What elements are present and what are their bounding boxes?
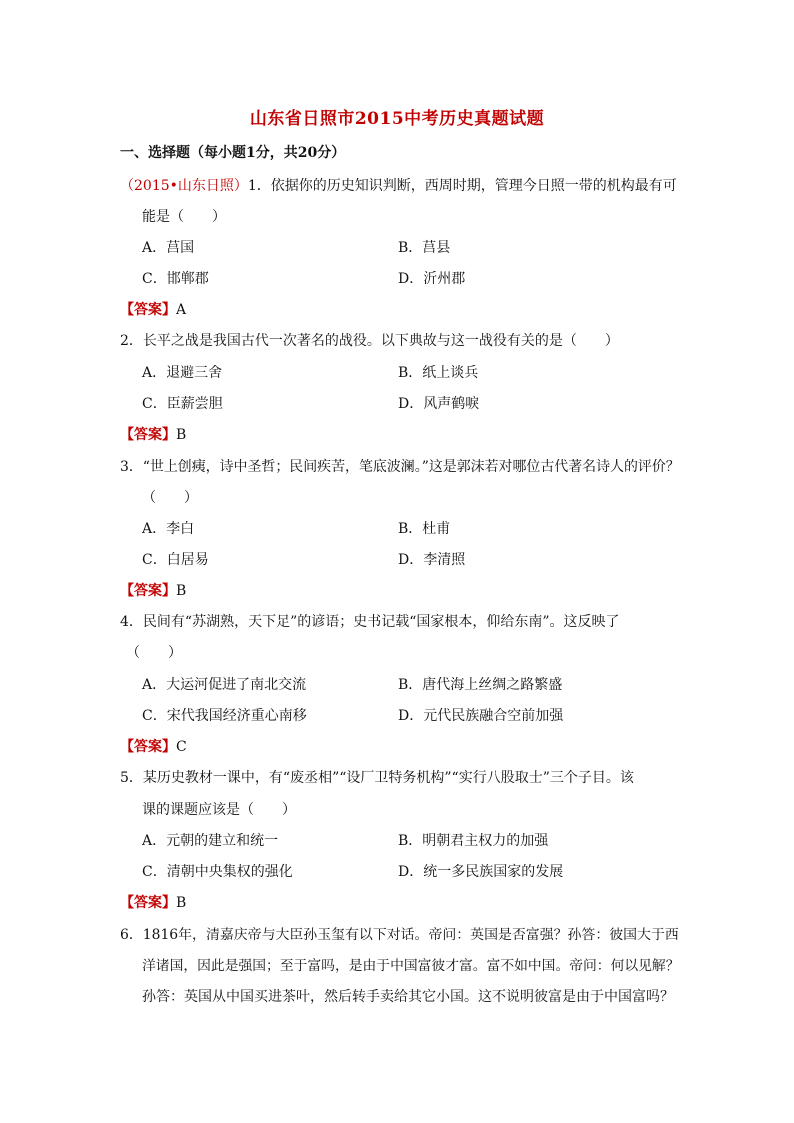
answer-label: 【答案】 [120,895,176,911]
q1-option-c: C．邯郸郡 [142,271,209,287]
answer-value: B [176,427,187,443]
q4-option-a: A．大运河促进了南北交流 [142,677,307,693]
q5-option-b: B．明朝君主权力的加强 [398,833,549,849]
q4-option-d: D．元代民族融合空前加强 [398,708,564,724]
answer-label: 【答案】 [120,739,176,755]
question-6-line-2: 洋诸国，因此是强国；至于富吗，是由于中国富彼才富。富不如中国。帝问：何以见解？ [142,958,680,974]
answer-value: B [176,895,187,911]
question-1 [120,176,677,196]
q2-option-d: D．风声鹤唳 [398,396,480,412]
q1-option-a: A．莒国 [142,240,195,256]
answer-label: 【答案】 [120,583,176,599]
q5-option-d: D．统一多民族国家的发展 [398,864,564,880]
answer-label: 【答案】 [120,302,176,318]
q1-option-d: D．沂州郡 [398,271,466,287]
q2-option-a: A．退避三舍 [142,365,223,381]
answer-label: 【答案】 [120,427,176,443]
question-6-line-3: 孙答：英国从中国买进茶叶，然后转手卖给其它小国。这不说明彼富是由于中国富吗？ [142,989,674,1005]
q2-answer [120,425,186,445]
q5-option-c: C．清朝中央集权的强化 [142,864,293,880]
answer-value: A [176,302,187,318]
question-1-text: 1．依据你的历史知识判断，西周时期，管理今日照一带的机构最有可 [247,178,677,194]
q3-answer [120,581,186,601]
q4-option-c: C．宋代我国经济重心南移 [142,708,307,724]
q4-answer [120,737,187,757]
question-5-text: 5．某历史教材一课中，有“废丞相”“设厂卫特务机构”“实行八股取士”三个子目。该 [120,770,634,786]
question-3-text: 3．“世上创痍，诗中圣哲；民间疾苦，笔底波澜。”这是郭沫若对哪位古代著名诗人的评价？ [120,459,680,475]
answer-value: B [176,583,187,599]
q3-option-c: C．白居易 [142,552,209,568]
question-3-continuation: （ ） [142,490,198,506]
q2-option-c: C．臣薪尝胆 [142,396,223,412]
question-5-continuation: 课的课题应该是（ ） [142,802,296,818]
question-6-text: 6．1816年，清嘉庆帝与大臣孙玉玺有以下对话。帝问：英国是否富强？孙答：彼国大于西 [120,927,679,943]
q2-option-b: B．纸上谈兵 [398,365,479,381]
q1-option-b: B．莒县 [398,240,451,256]
q3-option-b: B．杜甫 [398,521,451,537]
section-heading: 一、选择题（每小题1分，共20分） [120,145,346,161]
question-source: （2015•山东日照） [120,178,248,194]
q3-option-d: D．李清照 [398,552,466,568]
question-2-text: 2．长平之战是我国古代一次著名的战役。以下典故与这一战役有关的是（ ） [120,333,619,349]
q1-answer [120,300,186,320]
q5-answer [120,893,186,913]
answer-value: C [176,739,187,755]
question-1-continuation: 能是（ ） [142,209,226,225]
q4-option-b: B．唐代海上丝绸之路繁盛 [398,677,563,693]
question-4-text: 4．民间有“苏湖熟，天下足”的谚语；史书记载“国家根本，仰给东南”。这反映了 [120,614,620,630]
q5-option-a: A．元朝的建立和统一 [142,833,279,849]
q3-option-a: A．李白 [142,521,195,537]
page-title: 山东省日照市2015中考历史真题试题 [249,109,545,129]
question-4-continuation: （ ） [126,645,182,661]
